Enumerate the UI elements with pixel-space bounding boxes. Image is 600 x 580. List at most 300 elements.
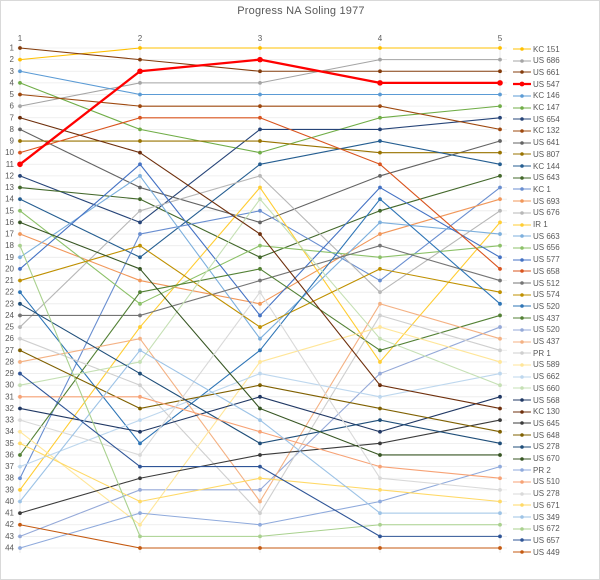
legend-swatch-marker bbox=[520, 445, 524, 449]
series-marker-us-643 bbox=[378, 209, 382, 213]
series-marker-pr-1 bbox=[258, 511, 262, 515]
legend-item-us-661 bbox=[513, 67, 560, 77]
legend-label: IR 1 bbox=[533, 220, 548, 229]
legend-swatch-marker bbox=[520, 117, 524, 121]
legend-item-us-686 bbox=[513, 56, 560, 66]
y-axis-label: 27 bbox=[5, 345, 14, 355]
legend-item-us-547 bbox=[513, 79, 560, 89]
y-axis-label: 17 bbox=[5, 229, 14, 239]
legend-swatch-marker bbox=[520, 515, 524, 519]
series-marker-us-663 bbox=[378, 221, 382, 225]
series-marker-us-693 bbox=[378, 232, 382, 236]
series-marker-us-663 bbox=[18, 255, 22, 259]
legend-swatch bbox=[513, 174, 531, 182]
series-marker-kc-147 bbox=[378, 116, 382, 120]
legend-item-us-662 bbox=[513, 372, 560, 382]
legend-label: US 577 bbox=[533, 255, 560, 265]
legend-swatch-marker bbox=[520, 258, 524, 262]
series-marker-us-589 bbox=[378, 325, 382, 329]
legend-item-us-658 bbox=[513, 266, 560, 276]
legend-item-us-654 bbox=[513, 114, 560, 124]
series-marker-us-676 bbox=[138, 209, 142, 213]
series-marker-us-449 bbox=[138, 546, 142, 550]
series-marker-us-693 bbox=[18, 232, 22, 236]
legend-item-kc-1 bbox=[513, 184, 551, 194]
series-marker-us-672 bbox=[18, 244, 22, 248]
series-marker-us-676 bbox=[498, 209, 502, 213]
legend-label: US 520 bbox=[533, 325, 560, 335]
legend-label: US 693 bbox=[533, 196, 560, 206]
series-marker-us-672 bbox=[258, 534, 262, 538]
series-marker-us-660 bbox=[498, 383, 502, 387]
series-marker-kc-144 bbox=[18, 197, 22, 201]
legend-item-us-568 bbox=[513, 395, 560, 405]
series-marker-us-648 bbox=[498, 430, 502, 434]
series-marker-us-676 bbox=[258, 174, 262, 178]
legend-swatch-marker bbox=[520, 457, 524, 461]
series-marker-us-643 bbox=[498, 174, 502, 178]
series-marker-us-574 bbox=[258, 325, 262, 329]
y-axis-label: 13 bbox=[5, 183, 14, 193]
legend-item-us-656 bbox=[513, 243, 560, 253]
y-axis-label: 9 bbox=[9, 136, 14, 146]
y-axis-label: 41 bbox=[5, 508, 14, 518]
legend-swatch-marker bbox=[520, 176, 524, 180]
legend-label: US 641 bbox=[533, 138, 560, 148]
legend-item-pr-2 bbox=[513, 465, 551, 475]
y-axis-label: 1 bbox=[9, 43, 14, 53]
series-marker-us-693 bbox=[258, 302, 262, 306]
series-marker-us-520 bbox=[18, 290, 22, 294]
legend-swatch-marker bbox=[520, 281, 524, 285]
series-marker-us-641 bbox=[378, 174, 382, 178]
series-marker-us-520 bbox=[18, 534, 22, 538]
series-marker-ir-1 bbox=[378, 360, 382, 364]
series-marker-us-656 bbox=[378, 255, 382, 259]
legend-swatch bbox=[513, 455, 531, 463]
legend-swatch bbox=[513, 384, 531, 392]
series-marker-ir-1 bbox=[498, 221, 502, 225]
legend-swatch bbox=[513, 244, 531, 252]
legend-swatch-marker bbox=[520, 492, 524, 496]
series-marker-us-437 bbox=[138, 290, 142, 294]
series-marker-us-671 bbox=[378, 488, 382, 492]
series-marker-us-568 bbox=[18, 407, 22, 411]
series-marker-us-672 bbox=[138, 534, 142, 538]
series-marker-us-643 bbox=[18, 186, 22, 190]
series-marker-us-807 bbox=[138, 139, 142, 143]
legend-swatch-marker bbox=[520, 47, 524, 51]
series-marker-us-568 bbox=[258, 395, 262, 399]
series-marker-us-648 bbox=[138, 407, 142, 411]
legend-label: PR 1 bbox=[533, 348, 551, 358]
legend-label: US 510 bbox=[533, 477, 560, 487]
series-marker-kc-130 bbox=[498, 407, 502, 411]
series-marker-us-512 bbox=[378, 244, 382, 248]
legend-swatch-marker bbox=[520, 94, 524, 98]
series-marker-us-278 bbox=[138, 372, 142, 376]
series-marker-us-807 bbox=[258, 139, 262, 143]
series-marker-us-657 bbox=[18, 372, 22, 376]
series-marker-us-510 bbox=[498, 476, 502, 480]
y-axis-label: 25 bbox=[5, 322, 14, 332]
legend-swatch-marker bbox=[520, 106, 524, 110]
series-marker-us-658 bbox=[258, 116, 262, 120]
series-marker-kc-151 bbox=[498, 46, 502, 50]
series-marker-us-686 bbox=[378, 58, 382, 62]
legend-swatch-marker bbox=[520, 503, 524, 507]
legend-swatch-marker bbox=[520, 164, 524, 168]
series-marker-us-278 bbox=[18, 418, 22, 422]
series-marker-us-437 bbox=[18, 360, 22, 364]
series-marker-us-658 bbox=[378, 162, 382, 166]
series-marker-us-547 bbox=[17, 161, 23, 167]
series-marker-us-577 bbox=[378, 186, 382, 190]
series-marker-us-686 bbox=[138, 81, 142, 85]
legend-swatch bbox=[513, 548, 531, 556]
legend-swatch bbox=[513, 291, 531, 299]
series-marker-us-657 bbox=[138, 465, 142, 469]
legend-label: US 574 bbox=[533, 290, 560, 300]
series-marker-us-641 bbox=[498, 139, 502, 143]
series-marker-us-520 bbox=[138, 488, 142, 492]
legend-swatch bbox=[513, 408, 531, 416]
legend-item-us-349 bbox=[513, 512, 560, 522]
series-marker-us-589 bbox=[138, 523, 142, 527]
series-marker-kc-130 bbox=[138, 151, 142, 155]
series-marker-kc-147 bbox=[138, 127, 142, 131]
series-marker-us-648 bbox=[258, 383, 262, 387]
legend-swatch bbox=[513, 396, 531, 404]
legend-swatch-marker bbox=[520, 152, 524, 156]
legend-label: US 645 bbox=[533, 418, 560, 428]
legend-swatch bbox=[513, 361, 531, 369]
legend-swatch bbox=[513, 115, 531, 123]
series-marker-us-510 bbox=[18, 395, 22, 399]
legend-swatch bbox=[513, 279, 531, 287]
series-marker-us-278 bbox=[258, 441, 262, 445]
series-marker-kc-1 bbox=[18, 476, 22, 480]
legend-item-us-278 bbox=[513, 442, 560, 452]
series-marker-us-645 bbox=[378, 441, 382, 445]
legend-swatch-marker bbox=[520, 199, 524, 203]
legend-swatch-marker bbox=[520, 351, 524, 355]
legend-swatch-marker bbox=[520, 480, 524, 484]
series-marker-us-577 bbox=[498, 255, 502, 259]
legend-label: US 512 bbox=[533, 278, 560, 288]
series-marker-us-693 bbox=[498, 197, 502, 201]
legend-label: US 662 bbox=[533, 372, 560, 382]
series-marker-us-645 bbox=[498, 418, 502, 422]
legend-item-kc-147 bbox=[513, 103, 560, 113]
series-marker-us-349 bbox=[138, 348, 142, 352]
legend-swatch bbox=[513, 513, 531, 521]
series-marker-us-349 bbox=[498, 511, 502, 515]
series-marker-us-574 bbox=[18, 279, 22, 283]
legend-label: PR 2 bbox=[533, 465, 551, 475]
legend-label: KC 130 bbox=[533, 407, 560, 417]
legend-swatch-marker bbox=[520, 340, 524, 344]
series-marker-us-437 bbox=[498, 314, 502, 318]
legend-swatch-marker bbox=[520, 422, 524, 426]
y-axis-label: 36 bbox=[5, 450, 14, 460]
legend-swatch bbox=[513, 221, 531, 229]
y-axis-label: 15 bbox=[5, 206, 14, 216]
series-marker-ir-1 bbox=[258, 186, 262, 190]
y-axis-label: 42 bbox=[5, 520, 14, 530]
series-marker-us-660 bbox=[378, 337, 382, 341]
series-marker-us-568 bbox=[138, 430, 142, 434]
series-marker-us-520 bbox=[378, 197, 382, 201]
series-marker-us-670 bbox=[258, 407, 262, 411]
series-marker-kc-151 bbox=[258, 46, 262, 50]
y-axis-label: 24 bbox=[5, 310, 14, 320]
series-marker-kc-144 bbox=[138, 255, 142, 259]
series-marker-us-278 bbox=[378, 476, 382, 480]
y-axis-label: 37 bbox=[5, 462, 14, 472]
legend-label: US 657 bbox=[533, 535, 560, 545]
series-marker-us-643 bbox=[138, 197, 142, 201]
y-axis-label: 12 bbox=[5, 171, 14, 181]
legend-swatch bbox=[513, 232, 531, 240]
series-marker-us-510 bbox=[378, 465, 382, 469]
y-axis-label: 14 bbox=[5, 194, 14, 204]
legend-swatch bbox=[513, 338, 531, 346]
series-marker-us-547 bbox=[257, 57, 263, 63]
legend-swatch bbox=[513, 68, 531, 76]
legend-swatch bbox=[513, 373, 531, 381]
series-marker-us-645 bbox=[138, 476, 142, 480]
legend-label: US 568 bbox=[533, 395, 560, 405]
series-marker-us-686 bbox=[258, 81, 262, 85]
series-marker-us-520 bbox=[498, 302, 502, 306]
legend-swatch-marker bbox=[520, 223, 524, 227]
series-marker-us-278 bbox=[138, 453, 142, 457]
series-marker-us-656 bbox=[138, 302, 142, 306]
series-marker-kc-132 bbox=[138, 104, 142, 108]
series-marker-kc-130 bbox=[378, 383, 382, 387]
series-marker-kc-146 bbox=[138, 93, 142, 97]
legend-item-kc-144 bbox=[513, 161, 560, 171]
series-marker-us-449 bbox=[258, 546, 262, 550]
y-axis-label: 34 bbox=[5, 427, 14, 437]
legend-label: US 672 bbox=[533, 524, 560, 534]
y-axis-label: 32 bbox=[5, 403, 14, 413]
series-marker-us-437 bbox=[378, 348, 382, 352]
legend-item-us-520 bbox=[513, 325, 560, 335]
series-marker-us-641 bbox=[18, 127, 22, 131]
series-marker-us-547 bbox=[137, 68, 143, 74]
series-marker-kc-146 bbox=[498, 93, 502, 97]
series-marker-us-661 bbox=[498, 69, 502, 73]
legend-swatch bbox=[513, 536, 531, 544]
x-axis-label: 3 bbox=[257, 34, 263, 43]
legend-swatch-marker bbox=[520, 188, 524, 192]
x-axis-label: 5 bbox=[497, 34, 503, 43]
series-marker-us-574 bbox=[138, 244, 142, 248]
y-axis-label: 29 bbox=[5, 369, 14, 379]
legend-swatch bbox=[513, 92, 531, 100]
y-axis-label: 18 bbox=[5, 241, 14, 251]
legend-swatch-marker bbox=[520, 398, 524, 402]
series-marker-kc-132 bbox=[378, 104, 382, 108]
series-marker-us-437 bbox=[18, 453, 22, 457]
series-marker-us-660 bbox=[138, 360, 142, 364]
y-axis-label: 3 bbox=[9, 66, 14, 76]
series-marker-us-520 bbox=[378, 372, 382, 376]
legend-label: US 520 bbox=[533, 301, 560, 311]
y-axis-label: 35 bbox=[5, 438, 14, 448]
series-marker-ir-1 bbox=[138, 325, 142, 329]
series-marker-us-658 bbox=[18, 151, 22, 155]
series-marker-us-437 bbox=[378, 302, 382, 306]
series-marker-us-807 bbox=[18, 139, 22, 143]
series-marker-us-648 bbox=[18, 348, 22, 352]
series-marker-kc-146 bbox=[18, 69, 22, 73]
series-marker-pr-2 bbox=[378, 500, 382, 504]
series-marker-pr-2 bbox=[18, 546, 22, 550]
legend-item-us-676 bbox=[513, 208, 560, 218]
series-marker-us-658 bbox=[498, 267, 502, 271]
series-marker-us-671 bbox=[18, 441, 22, 445]
series-marker-us-661 bbox=[378, 69, 382, 73]
series-marker-us-671 bbox=[258, 476, 262, 480]
y-axis-label: 10 bbox=[5, 148, 14, 158]
legend-swatch-marker bbox=[520, 410, 524, 414]
legend-swatch-marker bbox=[520, 550, 524, 554]
series-marker-us-641 bbox=[138, 186, 142, 190]
x-axis-label: 4 bbox=[377, 34, 383, 43]
y-axis-label: 43 bbox=[5, 531, 14, 541]
legend-label: KC 132 bbox=[533, 126, 560, 136]
series-marker-us-278 bbox=[498, 488, 502, 492]
legend-label: US 656 bbox=[533, 243, 560, 253]
y-axis-label: 22 bbox=[5, 287, 14, 297]
series-marker-us-589 bbox=[18, 430, 22, 434]
series-marker-us-807 bbox=[378, 151, 382, 155]
legend-label: KC 144 bbox=[533, 161, 560, 171]
y-axis-label: 28 bbox=[5, 357, 14, 367]
legend-item-kc-146 bbox=[513, 91, 560, 101]
legend-label: KC 1 bbox=[533, 184, 551, 194]
y-axis-label: 23 bbox=[5, 299, 14, 309]
chart-title: Progress NA Soling 1977 bbox=[237, 5, 365, 17]
series-marker-us-671 bbox=[138, 500, 142, 504]
series-marker-us-663 bbox=[498, 232, 502, 236]
series-marker-kc-1 bbox=[258, 209, 262, 213]
legend-swatch-marker bbox=[520, 211, 524, 215]
legend-swatch-marker bbox=[520, 82, 525, 87]
series-marker-us-670 bbox=[378, 453, 382, 457]
series-marker-us-663 bbox=[138, 174, 142, 178]
series-marker-us-654 bbox=[378, 127, 382, 131]
legend-swatch-marker bbox=[520, 316, 524, 320]
series-marker-pr-2 bbox=[258, 523, 262, 527]
series-marker-kc-130 bbox=[18, 116, 22, 120]
series-marker-us-437 bbox=[138, 337, 142, 341]
legend-swatch bbox=[513, 349, 531, 357]
series-marker-pr-1 bbox=[498, 348, 502, 352]
legend-swatch-marker bbox=[520, 527, 524, 531]
legend-item-kc-132 bbox=[513, 126, 560, 136]
legend-label: US 661 bbox=[533, 67, 560, 77]
series-marker-us-676 bbox=[378, 290, 382, 294]
series-marker-kc-147 bbox=[498, 104, 502, 108]
series-marker-pr-1 bbox=[18, 337, 22, 341]
series-marker-us-574 bbox=[498, 290, 502, 294]
legend-swatch bbox=[513, 525, 531, 533]
legend-swatch bbox=[513, 302, 531, 310]
series-marker-us-437 bbox=[258, 267, 262, 271]
series-marker-kc-147 bbox=[18, 81, 22, 85]
legend-item-us-671 bbox=[513, 500, 560, 510]
series-marker-kc-144 bbox=[378, 139, 382, 143]
legend-swatch bbox=[513, 466, 531, 474]
series-marker-us-520 bbox=[258, 348, 262, 352]
series-marker-us-663 bbox=[258, 337, 262, 341]
series-marker-kc-132 bbox=[498, 127, 502, 131]
series-marker-us-278 bbox=[18, 302, 22, 306]
series-marker-pr-2 bbox=[138, 511, 142, 515]
legend-swatch bbox=[513, 57, 531, 65]
series-marker-pr-1 bbox=[378, 314, 382, 318]
legend-swatch bbox=[513, 139, 531, 147]
y-axis-label: 16 bbox=[5, 217, 14, 227]
legend-swatch bbox=[513, 478, 531, 486]
legend-swatch-marker bbox=[520, 71, 524, 75]
series-marker-us-686 bbox=[18, 104, 22, 108]
series-marker-us-654 bbox=[18, 174, 22, 178]
series-marker-us-656 bbox=[258, 244, 262, 248]
y-axis-label: 38 bbox=[5, 473, 14, 483]
legend-label: US 671 bbox=[533, 500, 560, 510]
series-marker-pr-2 bbox=[498, 465, 502, 469]
legend-label: US 807 bbox=[533, 149, 560, 159]
y-axis-label: 4 bbox=[9, 78, 14, 88]
series-marker-us-641 bbox=[258, 221, 262, 225]
series-marker-kc-151 bbox=[138, 46, 142, 50]
series-marker-us-512 bbox=[18, 314, 22, 318]
series-marker-us-654 bbox=[138, 221, 142, 225]
series-marker-us-648 bbox=[378, 407, 382, 411]
legend-swatch-marker bbox=[520, 433, 524, 437]
series-marker-us-589 bbox=[498, 360, 502, 364]
legend-swatch-marker bbox=[520, 386, 524, 390]
series-marker-us-657 bbox=[378, 534, 382, 538]
series-marker-us-661 bbox=[138, 58, 142, 62]
legend-item-us-510 bbox=[513, 477, 560, 487]
legend-label: KC 147 bbox=[533, 103, 560, 112]
legend-label: US 349 bbox=[533, 512, 560, 522]
x-axis-label: 1 bbox=[17, 34, 23, 43]
legend-label: US 589 bbox=[533, 360, 560, 370]
legend-item-us-278 bbox=[513, 489, 560, 499]
series-marker-us-645 bbox=[258, 453, 262, 457]
series-marker-us-574 bbox=[378, 267, 382, 271]
series-marker-us-278 bbox=[378, 418, 382, 422]
series-marker-kc-146 bbox=[258, 93, 262, 97]
legend-swatch bbox=[513, 45, 531, 53]
series-marker-kc-151 bbox=[18, 58, 22, 62]
legend-swatch bbox=[513, 197, 531, 205]
y-axis-label: 11 bbox=[5, 159, 14, 169]
legend-item-us-577 bbox=[513, 255, 560, 265]
series-marker-us-577 bbox=[258, 314, 262, 318]
legend-item-us-449 bbox=[513, 547, 560, 557]
series-marker-us-437 bbox=[258, 500, 262, 504]
series-marker-kc-147 bbox=[258, 151, 262, 155]
series-marker-us-662 bbox=[18, 465, 22, 469]
